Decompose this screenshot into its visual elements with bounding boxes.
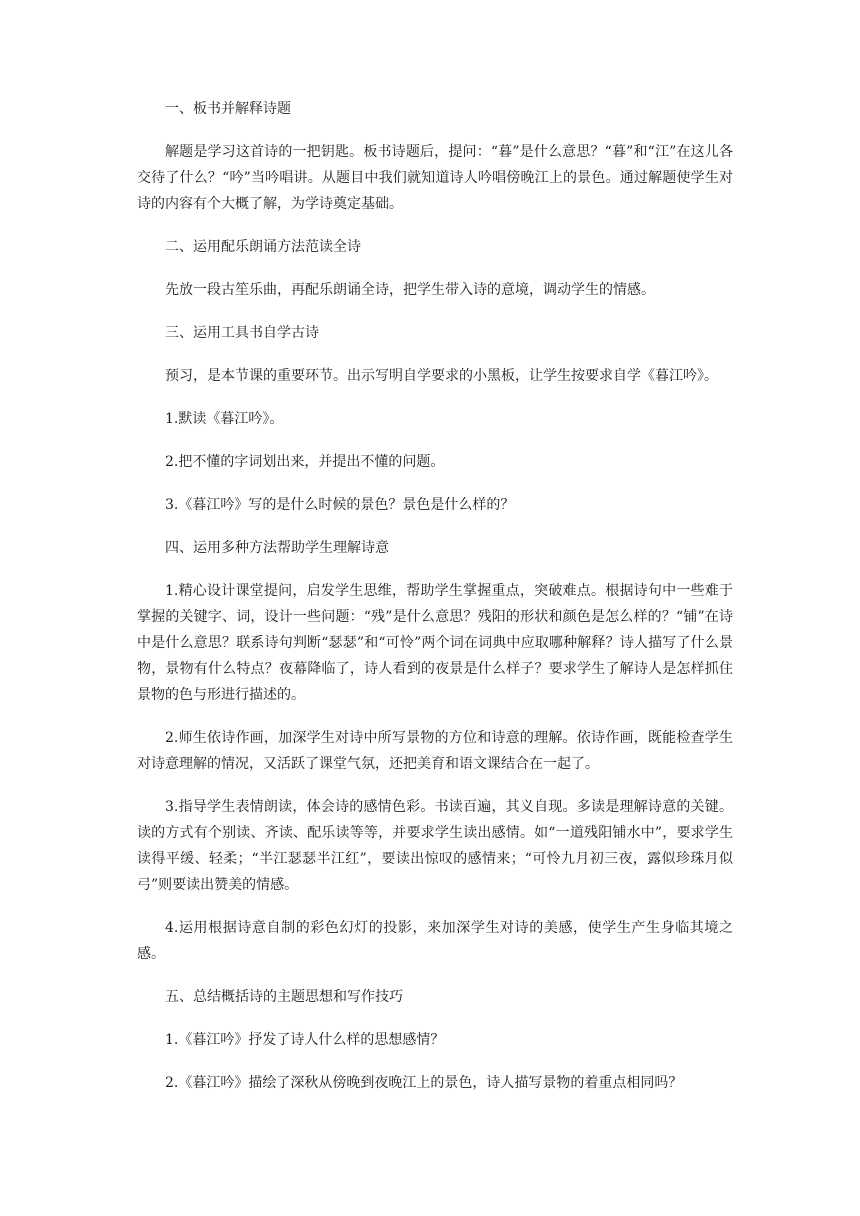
section-heading-4: 四、运用多种方法帮助学生理解诗意 <box>165 540 389 556</box>
paragraph: 预习，是本节课的重要环节。出示写明自学要求的小黑板，让学生按要求自学《暮江吟》。 <box>165 368 718 384</box>
list-item: 1.《暮江吟》抒发了诗人什么样的思想感情？ <box>165 1032 445 1048</box>
paragraph: 先放一段古笙乐曲，再配乐朗诵全诗，把学生带入诗的意境，调动学生的情感。 <box>165 282 655 298</box>
section-heading-3: 三、运用工具书自学古诗 <box>165 325 319 341</box>
list-item: 3.指导学生表情朗读，体会诗的感情色彩。书读百遍，其义自现。多读是理解诗意的关键。读的方式有个别读、齐读、配乐读等等，并要求学生读出感情。如“一道残阳铺水中”，要求学生读得平缓、轻柔；“半江瑟瑟半江红”，要读出惊叹的感情来；“可怜九月初三夜，露似珍珠月似弓”则要读出赞美的情感。 <box>137 799 733 893</box>
section-heading-5: 五、总结概括诗的主题思想和写作技巧 <box>165 989 403 1005</box>
paragraph: 解题是学习这首诗的一把钥匙。板书诗题后，提问：“暮”是什么意思？“暮”和“江”在这儿各交待了什么？“吟”当吟唱讲。从题目中我们就知道诗人吟唱傍晚江上的景色。通过解题使学生对诗的内容有个大概了解，为学诗奠定基础。 <box>137 144 733 212</box>
list-item: 2.师生依诗作画，加深学生对诗中所写景物的方位和诗意的理解。依诗作画，既能检查学生对诗意理解的情况，又活跃了课堂气氛，还把美育和语文课结合在一起了。 <box>137 730 733 772</box>
list-item: 3.《暮江吟》写的是什么时候的景色？景色是什么样的？ <box>165 497 515 513</box>
document-body <box>137 96 733 1113</box>
list-item: 4.运用根据诗意自制的彩色幻灯的投影，来加深学生对诗的美感，使学生产生身临其境之感。 <box>137 920 733 962</box>
list-item: 2.《暮江吟》描绘了深秋从傍晚到夜晚江上的景色，诗人描写景物的着重点相同吗？ <box>165 1075 683 1091</box>
section-heading-2: 二、运用配乐朗诵方法范读全诗 <box>165 239 361 255</box>
list-item: 2.把不懂的字词划出来，并提出不懂的问题。 <box>165 454 445 470</box>
section-heading-1: 一、板书并解释诗题 <box>165 101 291 117</box>
list-item: 1.精心设计课堂提问，启发学生思维，帮助学生掌握重点，突破难点。根据诗句中一些难于掌握的关键字、词，设计一些问题：“残”是什么意思？残阳的形状和颜色是怎么样的？“铺”在诗中是什么意思？联系诗句判断“瑟瑟”和“可怜”两个词在词典中应取哪种解释？诗人描写了什么景物，景物有什么特点？夜幕降临了，诗人看到的夜景是什么样子？要求学生了解诗人是怎样抓住景物的色与形进行描述的。 <box>137 583 733 703</box>
list-item: 1.默读《暮江吟》。 <box>165 411 284 427</box>
